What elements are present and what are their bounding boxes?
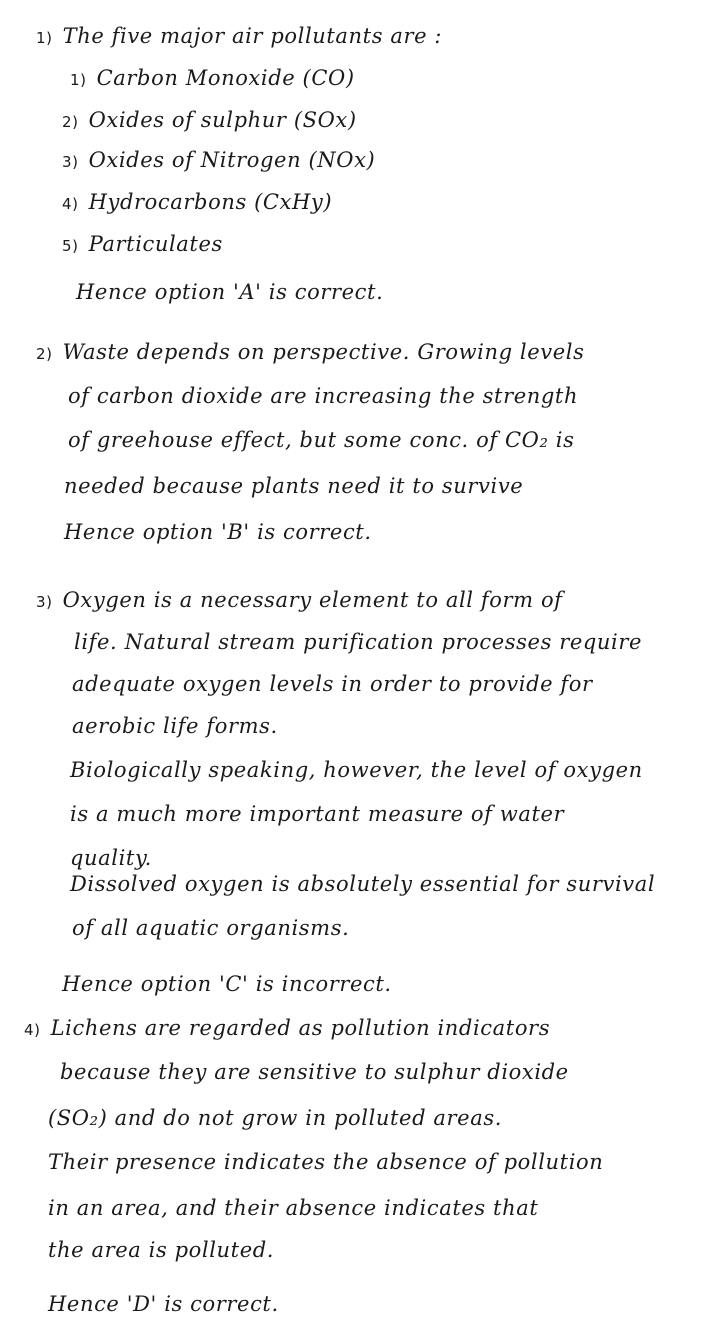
q1-item bbox=[62, 148, 375, 172]
q4-line: in an area, and their absence indicates that bbox=[48, 1196, 539, 1220]
q2-conclusion: Hence option 'B' is correct. bbox=[64, 520, 372, 544]
q1-conclusion: Hence option 'A' is correct. bbox=[76, 280, 384, 304]
q3-line: quality. bbox=[70, 846, 152, 870]
q3-line: life. Natural stream purification processes require bbox=[74, 630, 643, 654]
q3-line bbox=[36, 588, 563, 612]
q1-intro: The five major air pollutants are : bbox=[62, 24, 443, 48]
q2-text: Waste depends on perspective. Growing levels bbox=[62, 340, 585, 364]
q3-line: aerobic life forms. bbox=[72, 714, 278, 738]
q1-item-text: Particulates bbox=[88, 232, 223, 256]
q1-item-number: 2) bbox=[62, 113, 79, 131]
q4-line bbox=[24, 1016, 550, 1040]
q2-line: needed because plants need it to survive bbox=[64, 474, 524, 498]
q4-number: 4) bbox=[24, 1021, 41, 1039]
q1-item-number: 5) bbox=[62, 237, 79, 255]
q1-item bbox=[62, 108, 357, 132]
q2-line: of carbon dioxide are increasing the strength bbox=[68, 384, 579, 408]
q2-line bbox=[36, 340, 584, 364]
q3-line: Dissolved oxygen is absolutely essential for survival bbox=[70, 872, 656, 896]
q3-line: adequate oxygen levels in order to provide for bbox=[72, 672, 593, 696]
q1-item-text: Carbon Monoxide (CO) bbox=[96, 66, 355, 90]
q3-text: Oxygen is a necessary element to all form of bbox=[62, 588, 563, 612]
q1-item bbox=[62, 232, 223, 256]
q4-line: (SO₂) and do not grow in polluted areas. bbox=[48, 1106, 502, 1130]
q1-item-text: Oxides of Nitrogen (NOx) bbox=[88, 148, 376, 172]
q3-line: Biologically speaking, however, the level of oxygen bbox=[70, 758, 643, 782]
q1-item-number: 4) bbox=[62, 195, 79, 213]
q4-line: Their presence indicates the absence of pollution bbox=[48, 1150, 604, 1174]
q1-item-text: Oxides of sulphur (SOx) bbox=[88, 108, 357, 132]
q3-line: is a much more important measure of water bbox=[70, 802, 565, 826]
q4-text: Lichens are regarded as pollution indicators bbox=[50, 1016, 551, 1040]
q3-line: of all aquatic organisms. bbox=[72, 916, 350, 940]
q2-line: of greehouse effect, but some conc. of CO₂ is bbox=[68, 428, 575, 452]
q4-line: the area is polluted. bbox=[48, 1238, 275, 1262]
q1-item bbox=[62, 190, 332, 214]
q1-item bbox=[70, 66, 355, 90]
q1-intro-line bbox=[36, 24, 442, 48]
q1-item-number: 1) bbox=[70, 71, 87, 89]
q3-number: 3) bbox=[36, 593, 53, 611]
q1-item-text: Hydrocarbons (CxHy) bbox=[88, 190, 333, 214]
q4-conclusion: Hence 'D' is correct. bbox=[48, 1292, 279, 1316]
q2-number: 2) bbox=[36, 345, 53, 363]
q1-number: 1) bbox=[36, 29, 53, 47]
q3-conclusion: Hence option 'C' is incorrect. bbox=[62, 972, 392, 996]
q4-line: because they are sensitive to sulphur dioxide bbox=[60, 1060, 569, 1084]
q1-item-number: 3) bbox=[62, 153, 79, 171]
